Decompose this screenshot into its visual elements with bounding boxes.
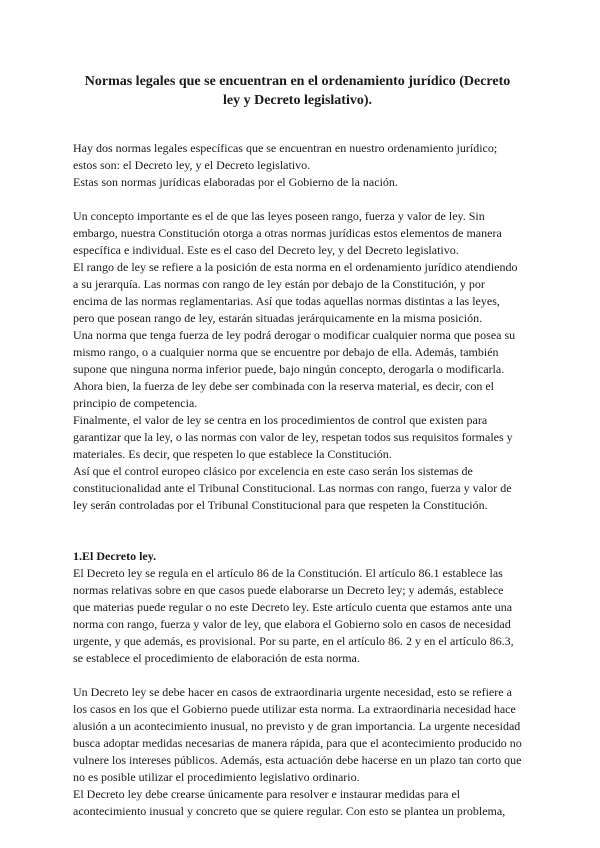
paragraph-spacer xyxy=(73,191,522,208)
concept-paragraph-3: Una norma que tenga fuerza de ley podrá derogar o modificar cualquier norma que posea su mismo rango, o a cualquier norma que se encuentre por debajo de ella. Además, también supone que ninguna norma inferior puede, bajo ningún concepto, derogarla o modificarla. xyxy=(73,328,516,376)
section-paragraph-2: Un Decreto ley se debe hacer en casos de extraordinaria urgente necesidad, esto se refiere a los casos en los que el Gobierno puede utilizar esta norma. La extraordinaria necesidad hace alusión a un acontecimiento inusual, no previsto y de gran importancia. La urgente necesidad busca adoptar medidas necesarias de manera rápida, para que el acontecimiento producido no vulnere los intereses públicos. Además, esta actuación debe hacerse en un plazo tan corto que no es posible utilizar el procedimiento legislativo ordinario. xyxy=(73,685,522,784)
section-paragraph-3: El Decreto ley debe crearse únicamente para resolver e instaurar medidas para el acontecimiento inusual y concreto que se quiere regular. Con esto se plantea un problema, xyxy=(73,787,506,818)
concept-paragraph-5: Finalmente, el valor de ley se centra en los procedimientos de control que existen para garantizar que la ley, o las normas con valor de ley, respetan todos sus requisitos formales y materiales. Es decir, que respeten lo que establece la Constitución. xyxy=(73,413,513,461)
concept-paragraph-6: Así que el control europeo clásico por excelencia en este caso serán los sistemas de constitucionalidad ante el Tribunal Constitucional. Las normas con rango, fuerza y valor de ley serán controladas por el Tribunal Constitucional para que respeten la Constitución. xyxy=(73,464,512,512)
concept-paragraph-1: Un concepto importante es el de que las leyes poseen rango, fuerza y valor de ley. Sin embargo, nuestra Constitución otorga a otras normas jurídicas estos elementos de manera específica e individual. Este es el caso del Decreto ley, y del Decreto legislativo. xyxy=(73,209,502,257)
concept-paragraph-4: Ahora bien, la fuerza de ley debe ser combinada con la reserva material, es decir, con el principio de competencia. xyxy=(73,379,494,410)
concept-paragraph-2: El rango de ley se refiere a la posición de esta norma en el ordenamiento jurídico atendiendo a su jerarquía. Las normas con rango de ley están por debajo de la Constitución, y por encima de las normas reglamentarias. Así que todas aquellas normas distintas a las leyes, pero que posean rango de ley, estarán situadas jerárquicamente en la misma posición. xyxy=(73,260,518,325)
section-spacer xyxy=(73,514,522,548)
intro-paragraph-1: Hay dos normas legales específicas que se encuentran en nuestro ordenamiento jurídico; estos son: el Decreto ley, y el Decreto legislativo. xyxy=(73,141,498,172)
intro-paragraph-2: Estas son normas jurídicas elaboradas por el Gobierno de la nación. xyxy=(73,175,398,189)
paragraph-spacer xyxy=(73,667,522,684)
section-heading: 1.El Decreto ley. xyxy=(73,549,157,563)
document-title: Normas legales que se encuentran en el ordenamiento jurídico (Decreto ley y Decreto legislativo). xyxy=(84,74,511,108)
section-paragraph-1: El Decreto ley se regula en el artículo 86 de la Constitución. El artículo 86.1 establece las normas relativas sobre en que casos puede elaborarse un Decreto ley; y además, establece que materias puede regular o no este Decreto ley. Este artículo cuenta que estamos ante una norma con rango, fuerza y valor de ley, que elabora el Gobierno solo en casos de necesidad urgente, y que además, es provisional. Por su parte, en el artículo 86. 2 y en el artículo 86.3, se establece el procedimiento de elaboración de esta norma. xyxy=(73,566,514,665)
